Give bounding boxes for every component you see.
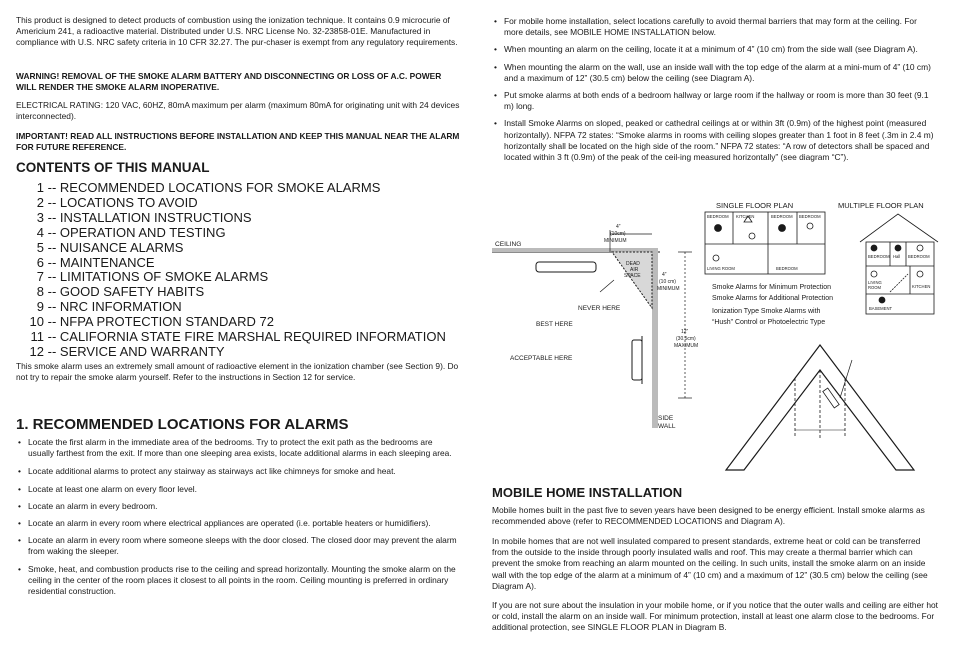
min4-label: 4” bbox=[616, 224, 621, 230]
best-alarm-shape bbox=[536, 262, 596, 272]
toc-item-label: -- LIMITATIONS OF SMOKE ALARMS bbox=[47, 269, 269, 285]
roof bbox=[860, 214, 938, 242]
toc-item-number: 7 bbox=[36, 269, 44, 285]
list-item: • Locate an alarm in every bedroom. bbox=[16, 501, 460, 512]
room-label: BEDROOM bbox=[799, 214, 821, 219]
toc-item-number: 9 bbox=[36, 299, 44, 315]
wall4-word-label: MINIMUM bbox=[657, 286, 680, 292]
house-outline bbox=[866, 242, 934, 314]
electrical-rating: ELECTRICAL RATING: 120 VAC, 60HZ, 80mA maximum per alarm (maximum 80mA for originating unit with 24 devices interconnected). bbox=[16, 100, 460, 122]
max12-word-label: MAXIMUM bbox=[674, 343, 699, 349]
list-item: • For mobile home installation, select locations carefully to avoid thermal barriers that may form at the ceiling. For more details, see MOBILE HOME INSTALLATION below. bbox=[492, 16, 938, 38]
multiple-floor-plan bbox=[860, 214, 938, 314]
toc-item-label: -- INSTALLATION INSTRUCTIONS bbox=[47, 209, 252, 225]
ceiling-hatch bbox=[492, 248, 658, 252]
toc-item-number: 6 bbox=[36, 254, 44, 270]
room-label: BASEMENT bbox=[869, 306, 893, 311]
diagram-a-labels bbox=[495, 224, 698, 430]
section-1-heading: 1. RECOMMENDED LOCATIONS FOR ALARMS bbox=[16, 416, 349, 433]
toc-item-label: -- LOCATIONS TO AVOID bbox=[47, 194, 198, 210]
list-item: • Locate at least one alarm on every floor level. bbox=[16, 484, 460, 495]
single-floor-title: SINGLE FLOOR PLAN bbox=[716, 201, 794, 210]
legend-add: Smoke Alarms for Additional Protection bbox=[712, 295, 834, 302]
room-label: BEDROOM bbox=[868, 254, 890, 259]
stairs bbox=[890, 274, 908, 292]
toc-item-label: -- OPERATION AND TESTING bbox=[47, 224, 226, 240]
side-label: SIDE bbox=[658, 415, 674, 422]
contents-note: This smoke alarm uses an extremely small amount of radioactive element in the ionization chamber (see Section 9). Do not try to repair the smoke alarm yourself. Refer to the instructions in Section 12 for service. bbox=[16, 361, 459, 383]
diagram-c bbox=[726, 345, 914, 470]
side-wall-hatch bbox=[652, 252, 658, 428]
best-here-label: BEST HERE bbox=[536, 321, 573, 328]
min4-cm-label: (10cm) bbox=[610, 231, 626, 237]
room-label: BEDROOM bbox=[908, 254, 930, 259]
important-notice: IMPORTANT! READ ALL INSTRUCTIONS BEFORE INSTALLATION AND KEEP THIS MANUAL NEAR THE ALARM FOR FUTURE REFERENCE. bbox=[16, 131, 460, 153]
toc-item-label: -- RECOMMENDED LOCATIONS FOR SMOKE ALARMS bbox=[47, 180, 381, 195]
toc-item-number: 12 bbox=[29, 343, 44, 359]
single-plan-outline bbox=[705, 212, 825, 274]
wall4-cm-label: (10 cm) bbox=[659, 279, 676, 285]
room-label: LIVING bbox=[868, 280, 882, 285]
alarm-add-icon bbox=[713, 255, 719, 261]
alarm-add-icon bbox=[917, 271, 923, 277]
room-label: KITCHEN bbox=[912, 284, 931, 289]
room-label: BEDROOM bbox=[707, 214, 729, 219]
wall4-label: 4” bbox=[662, 272, 667, 278]
alarm-add-icon bbox=[871, 271, 877, 277]
single-floor-labels bbox=[707, 214, 821, 271]
toc-item-number: 10 bbox=[29, 314, 44, 330]
dead-air-label-2: AIR bbox=[630, 267, 639, 273]
dead-air-label-1: DEAD bbox=[626, 261, 640, 267]
toc-item-label: -- NRC INFORMATION bbox=[47, 299, 182, 315]
toc-item-number: 11 bbox=[30, 329, 44, 345]
leader-line bbox=[840, 360, 852, 398]
legend-ion-2: “Hush” Control or Photoelectric Type bbox=[712, 319, 826, 326]
alarm-min-icon bbox=[715, 225, 722, 232]
toc-item-number: 5 bbox=[36, 239, 44, 255]
toc-item-number: 3 bbox=[36, 209, 44, 225]
diagram-b-legend bbox=[712, 284, 833, 326]
toc-item-label: -- NFPA PROTECTION STANDARD 72 bbox=[47, 314, 274, 330]
wall-label: WALL bbox=[658, 423, 676, 430]
toc-item-number: 1 bbox=[36, 180, 44, 195]
room-label: KITCHEN bbox=[736, 214, 755, 219]
alarm-min-icon bbox=[871, 245, 877, 251]
room-label: BEDROOM bbox=[776, 266, 798, 271]
toc-item-label: -- SERVICE AND WARRANTY bbox=[47, 343, 225, 359]
room-label: LIVING ROOM bbox=[707, 266, 735, 271]
mobile-paragraph-3: If you are not sure about the insulation in your mobile home, or if you notice that the outer walls and ceiling are either hot or cold, install the alarm on an inside wall. For minimum protection, install at least one alarm close to the bedrooms. For additional protection, see SINGLE FLOOR PLAN in Diagram B. bbox=[492, 600, 938, 633]
toc-item-number: 4 bbox=[36, 224, 44, 240]
alarm-min-icon bbox=[895, 245, 901, 251]
list-item: • Smoke, heat, and combustion products rise to the ceiling and spread horizontally. Mounting the smoke alarm on the ceiling in the center of the room places it closest to all points in the room. Ceiling mounting is preferred in ordinary residential construction. bbox=[16, 564, 460, 598]
legend-ion-1: Ionization Type Smoke Alarms with bbox=[712, 308, 821, 315]
toc-item-number: 8 bbox=[36, 284, 44, 300]
list-item: • Put smoke alarms at both ends of a bedroom hallway or large room if the hallway or room is more than 30 feet (9.1 m) long. bbox=[492, 90, 938, 112]
alarm-min-icon bbox=[879, 297, 885, 303]
list-item: • Locate an alarm in every room where electrical appliances are operated (i.e. portable heaters or humidifiers). bbox=[16, 518, 460, 529]
list-item: • Locate an alarm in every room where someone sleeps with the door closed. The closed door may prevent the alarm from waking the sleeper. bbox=[16, 535, 460, 557]
max12-label: 12” bbox=[681, 329, 689, 335]
alarm-add-icon bbox=[807, 223, 813, 229]
list-item: • Locate additional alarms to protect any stairway as stairways act like chimneys for smoke and heat. bbox=[16, 466, 460, 477]
contents-heading: CONTENTS OF THIS MANUAL bbox=[16, 160, 210, 175]
toc-item-label: -- GOOD SAFETY HABITS bbox=[47, 284, 205, 300]
list-item: • When mounting the alarm on the wall, use an inside wall with the top edge of the alarm at a mini-mum of 4” (10 cm) and a maximum of 12” (30.5 cm) below the ceiling (see Diagram A). bbox=[492, 62, 938, 84]
diagram-a bbox=[492, 230, 692, 428]
max12-cm-label: (30.5cm) bbox=[676, 336, 696, 342]
room-label: BEDROOM bbox=[771, 214, 793, 219]
multiple-floor-title: MULTIPLE FLOOR PLAN bbox=[838, 201, 924, 210]
toc-item-label: -- CALIFORNIA STATE FIRE MARSHAL REQUIRED INFORMATION bbox=[47, 329, 446, 345]
list-item: • Locate the first alarm in the immediate area of the bedrooms. Try to protect the exit path as the bedrooms are usually farthest from the exit. If more than one sleeping area exists, locate additional alarms in each sleeping area. bbox=[16, 437, 460, 459]
dead-air-label-3: SPACE bbox=[624, 273, 641, 279]
acceptable-here-label: ACCEPTABLE HERE bbox=[510, 355, 573, 362]
alarm-add-icon bbox=[749, 233, 755, 239]
intro-paragraph: This product is designed to detect products of combustion using the ionization technique. It contains 0.9 microcurie of Americium 241, a radioactive material. Distributed under U.S. NRC License No. 32-23858-01E. Manufactured in compliance with U.S. NRC safety criteria in 10 CFR 32.27. The pur-chaser is exempt from any regulatory requirements. bbox=[16, 15, 458, 48]
battery-warning: WARNING! REMOVAL OF THE SMOKE ALARM BATTERY AND DISCONNECTING OR LOSS OF A.C. POWER WILL RENDER THE SMOKE ALARM INOPERATIVE. bbox=[16, 71, 442, 93]
toc-item-label: -- MAINTENANCE bbox=[47, 254, 155, 270]
acceptable-alarm-shape bbox=[632, 340, 642, 380]
list-item: • Install Smoke Alarms on sloped, peaked or cathedral ceilings at or within 3ft (0.9m) of the highest point (measured horizontally). NFPA 72 states: “Smoke alarms in rooms with ceiling slopes greater than 1 foot in 8 feet (.3m in 2.4 m) horizontally shall be located on the high side of the room.” NFPA 72 states: “A row of detectors shall be spaced and located within 3 ft (0.9m) of the peak of the ceil-ing measured horizontally” (see diagram “C”). bbox=[492, 118, 938, 163]
mobile-home-heading: MOBILE HOME INSTALLATION bbox=[492, 485, 683, 500]
min4-word-label: MINIMUM bbox=[604, 238, 627, 244]
toc-item-number: 2 bbox=[36, 194, 44, 210]
mobile-paragraph-2: In mobile homes that are not well insulated compared to present standards, extreme heat or cold can be transferred from the outside to the inside through poorly insulated walls and roof. This may create a thermal barrier which can prevent the smoke from reaching an alarm mounted on the ceiling. In such units, install the smoke alarm on an inside wall with the top edge of the alarm at a minimum of 4” (10 cm) and a maximum of 12” (30.5 cm) below the ceiling (see Diagram A). bbox=[492, 536, 928, 591]
room-label: ROOM bbox=[868, 285, 882, 290]
room-label: Hall bbox=[893, 254, 901, 259]
alarm-add-icon bbox=[917, 245, 923, 251]
mobile-paragraph-1: Mobile homes built in the past five to seven years have been designed to be energy efficient. Install smoke alarms as recommended above (refer to RECOMMENDED LOCATIONS and Diagram A). bbox=[492, 505, 925, 527]
list-item: • When mounting an alarm on the ceiling, locate it at a minimum of 4” (10 cm) from the side wall (see Diagram A). bbox=[492, 44, 938, 55]
toc-item-label: -- NUISANCE ALARMS bbox=[47, 239, 184, 255]
alarm-min-icon bbox=[779, 225, 786, 232]
legend-min: Smoke Alarms for Minimum Protection bbox=[712, 284, 832, 291]
never-here-label: NEVER HERE bbox=[578, 305, 621, 312]
never-leader bbox=[600, 280, 614, 292]
single-floor-plan bbox=[705, 212, 825, 274]
ceiling-label: CEILING bbox=[495, 241, 522, 248]
